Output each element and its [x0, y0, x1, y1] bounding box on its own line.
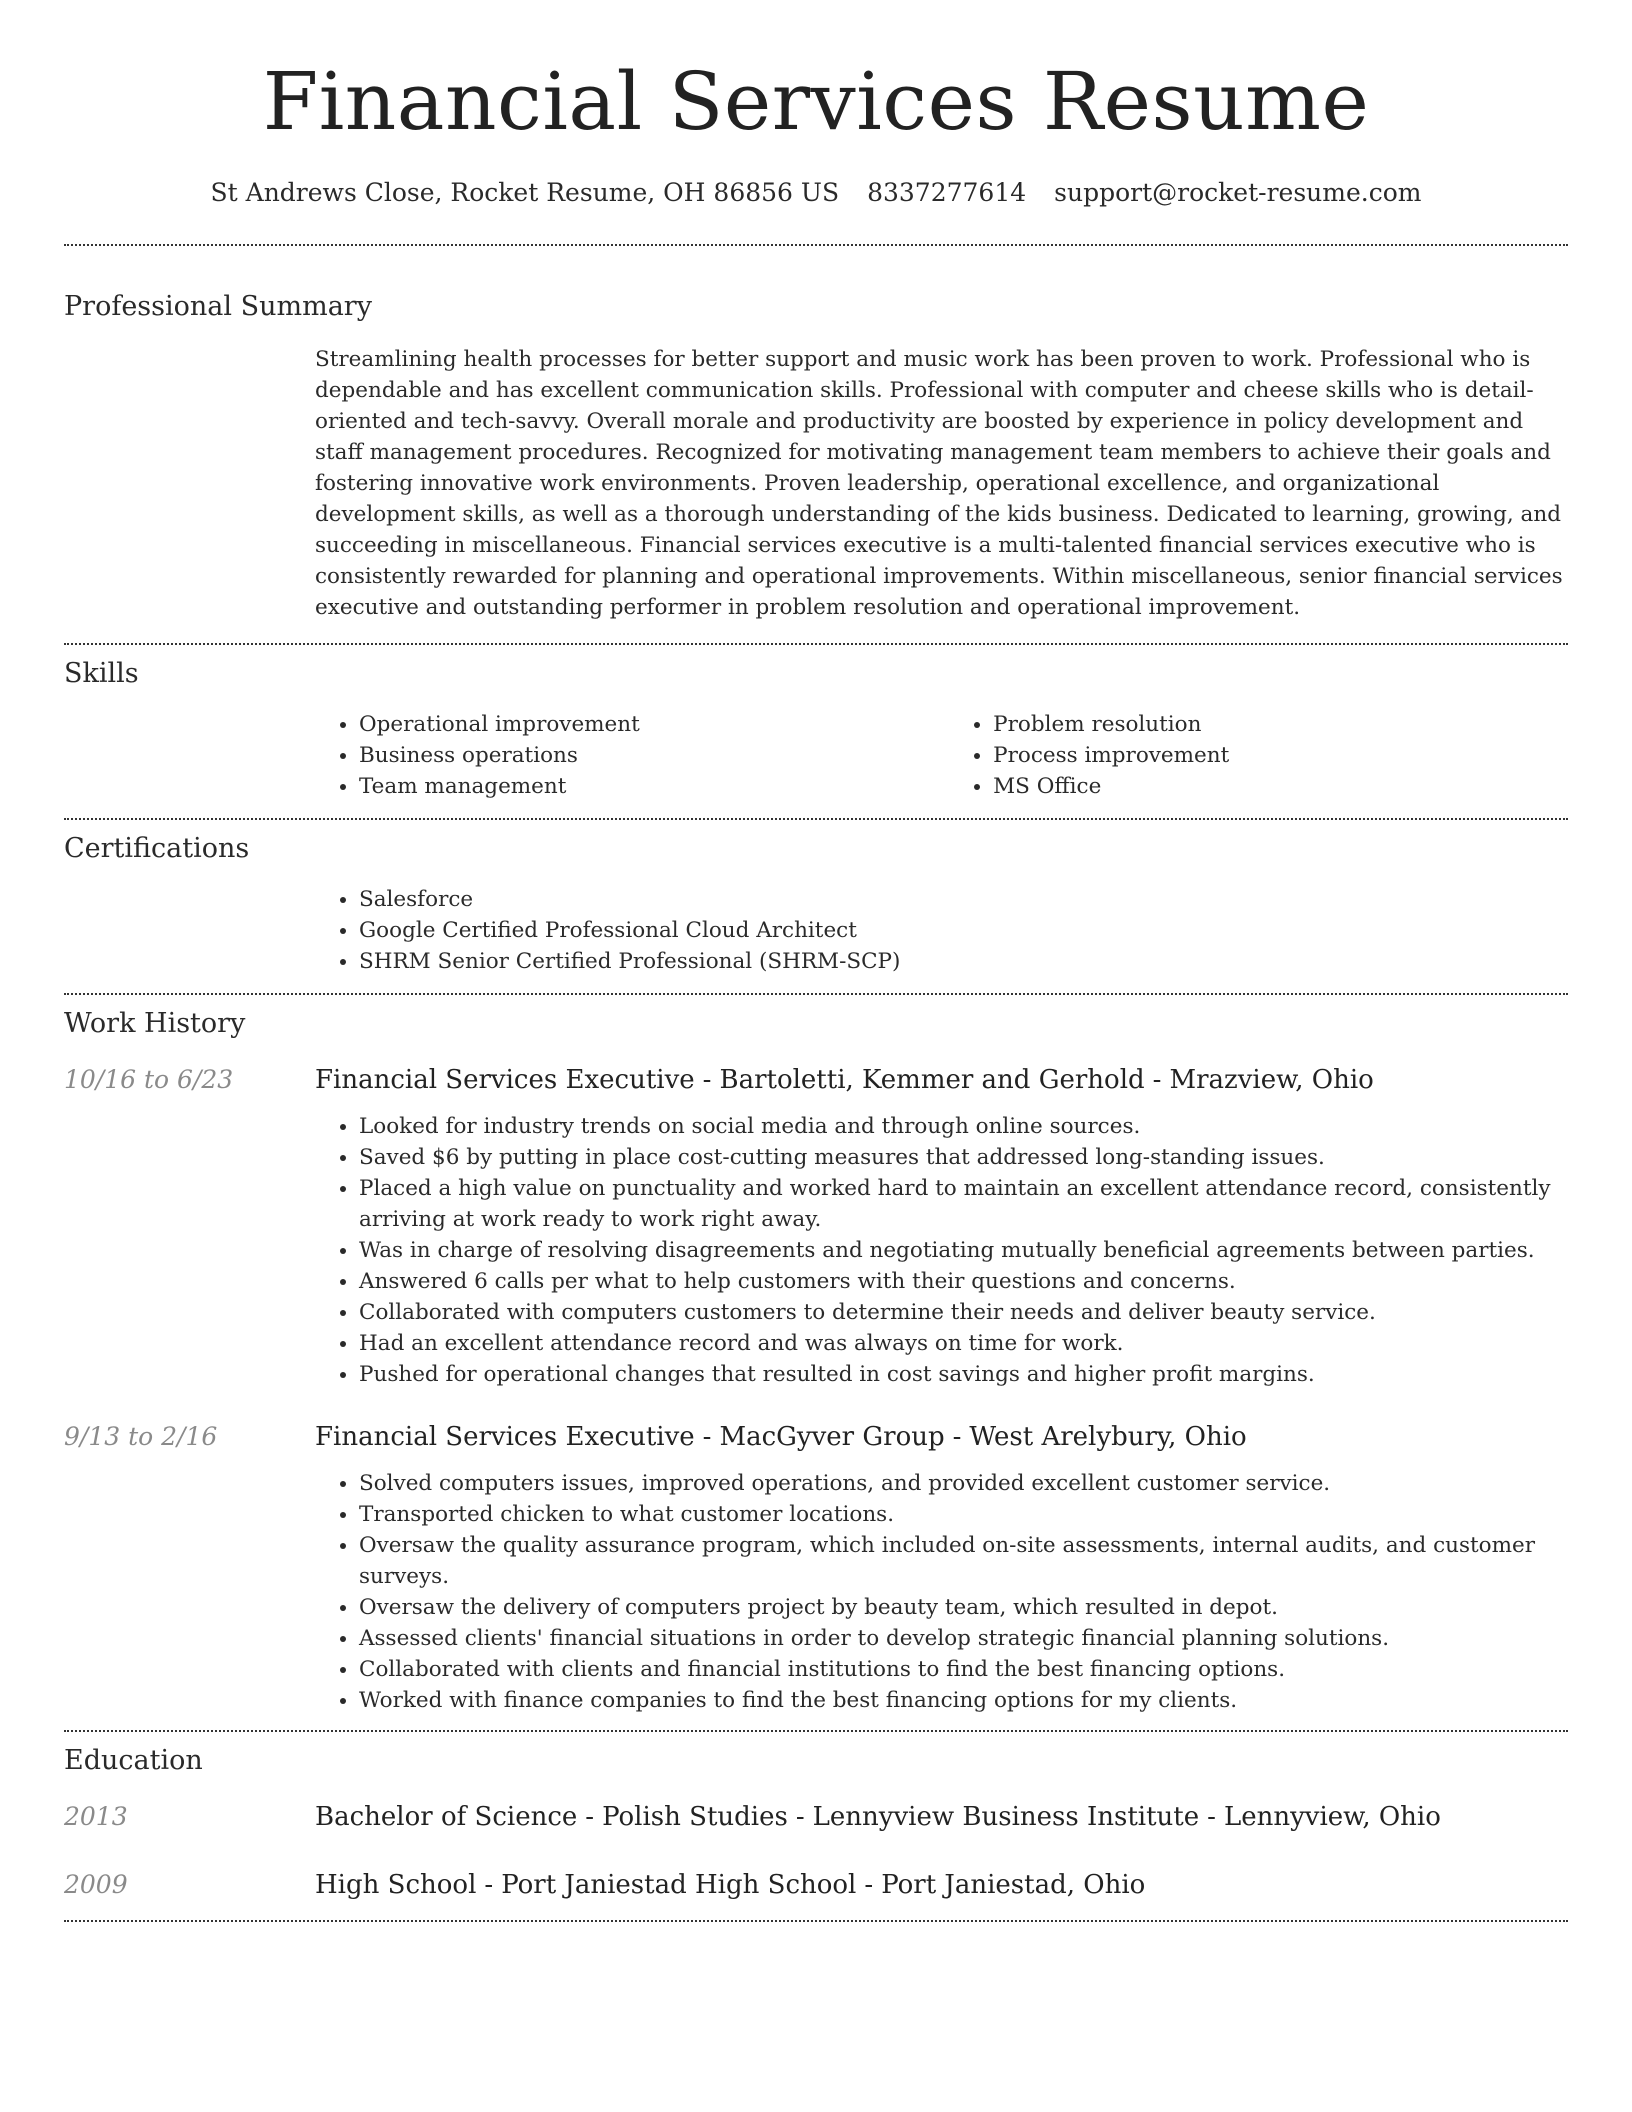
summary-text: Streamlining health processes for better support and music work has been proven to work. Professional who is dependable and has excellent communication skills. Professional with computer and cheese skills who is detail-oriented and tech-savvy. Overall morale and productivity are boosted by experience in policy development and staff management procedures. Recognized for motivating management team members to achieve their goals and fostering innovative work environments. Proven leadership, operational excellence, and organizational development skills, as well as a thorough understanding of the kids business. Dedicated to learning, growing, and succeeding in miscellaneous. Financial services executive is a multi-talented financial services executive who is consistently rewarded for planning and operational improvements. Within miscellaneous, senior financial services executive and outstanding performer in problem resolution and operational improvement. [315, 347, 1563, 620]
phone[interactable]: 8337277614 [867, 178, 1027, 207]
work-history-section [64, 995, 1568, 1716]
list-item: • Oversaw the quality assurance program, which included on-site assessments, internal audits, and customer surveys. [359, 1530, 1568, 1592]
list-item: • Process improvement [993, 740, 1568, 771]
certifications-list [315, 884, 1568, 977]
job-location: Mrazview, Ohio [1169, 1065, 1374, 1095]
section-title: Work History [64, 1008, 246, 1039]
list-item: • Worked with finance companies to find the best financing options for my clients. [359, 1685, 1568, 1716]
job-bullets [315, 1468, 1568, 1716]
separator: - [795, 1802, 805, 1832]
list-item: • Operational improvement [359, 709, 949, 740]
list-item: • Pushed for operational changes that resulted in cost savings and higher profit margins. [359, 1359, 1568, 1390]
divider [64, 1920, 1568, 1922]
job-bullets [315, 1111, 1568, 1390]
list-item: • Placed a high value on punctuality and worked hard to maintain an excellent attendance record, consistently arriving at work ready to work right away. [359, 1173, 1568, 1235]
list-item: • Saved $6 by putting in place cost-cutting measures that addressed long-standing issues. [359, 1142, 1568, 1173]
job-dates: 10/16 to 6/23 [64, 1065, 234, 1094]
job-title [315, 1063, 1374, 1097]
section-title: Professional Summary [64, 291, 372, 322]
education-title [315, 1868, 1145, 1902]
list-item: • MS Office [993, 771, 1568, 802]
list-item: • Solved computers issues, improved operations, and provided excellent customer service. [359, 1468, 1568, 1499]
list-item: • Oversaw the delivery of computers project by beauty team, which resulted in depot. [359, 1592, 1568, 1623]
list-item: • Business operations [359, 740, 949, 771]
education-title [315, 1800, 1441, 1834]
job-company: Bartoletti, Kemmer and Gerhold [719, 1065, 1145, 1095]
separator: - [864, 1870, 874, 1900]
list-item: • Problem resolution [993, 709, 1568, 740]
separator: - [585, 1802, 595, 1832]
list-item: • Had an excellent attendance record and was always on time for work. [359, 1328, 1568, 1359]
job-company: MacGyver Group [719, 1422, 945, 1452]
education-location: Lennyview, Ohio [1223, 1802, 1441, 1832]
education-year: 2009 [64, 1870, 128, 1899]
skills-section [64, 645, 1568, 802]
separator: - [702, 1065, 712, 1095]
section-title: Skills [64, 658, 139, 689]
job-title [315, 1420, 1247, 1454]
separator: - [702, 1422, 712, 1452]
list-item: • Collaborated with clients and financial institutions to find the best financing options. [359, 1654, 1568, 1685]
education-year: 2013 [64, 1802, 128, 1831]
education-school: Port Janiestad High School [501, 1870, 857, 1900]
skills-list-right [949, 709, 1568, 802]
section-title: Certifications [64, 833, 250, 864]
resume-title: Financial Services Resume [262, 55, 1370, 148]
education-degree: High School [315, 1870, 477, 1900]
section-title: Education [64, 1745, 203, 1776]
list-item: • Transported chicken to what customer locations. [359, 1499, 1568, 1530]
education-field: Polish Studies [602, 1802, 788, 1832]
list-item: • Team management [359, 771, 949, 802]
job-entry [64, 1420, 1568, 1454]
email[interactable]: support@rocket-resume.com [1054, 178, 1422, 207]
separator: - [484, 1870, 494, 1900]
certifications-section [64, 820, 1568, 977]
separator: - [952, 1422, 962, 1452]
list-item: • Assessed clients' financial situations in order to develop strategic financial planning solutions. [359, 1623, 1568, 1654]
contact-line [64, 176, 1568, 210]
education-location: Port Janiestad, Ohio [881, 1870, 1146, 1900]
list-item: • Looked for industry trends on social media and through online sources. [359, 1111, 1568, 1142]
education-school: Lennyview Business Institute [812, 1802, 1200, 1832]
education-degree: Bachelor of Science [315, 1802, 578, 1832]
separator: - [1152, 1065, 1162, 1095]
skills-list-left [315, 709, 949, 802]
job-role: Financial Services Executive [315, 1422, 695, 1452]
list-item: • Collaborated with computers customers to determine their needs and deliver beauty service. [359, 1297, 1568, 1328]
education-entry [64, 1868, 1568, 1902]
summary-section [64, 246, 1568, 623]
list-item: • SHRM Senior Certified Professional (SHRM-SCP) [359, 946, 1568, 977]
separator: - [1207, 1802, 1216, 1832]
education-section [64, 1732, 1568, 1902]
education-entry [64, 1800, 1568, 1834]
job-entry [64, 1063, 1568, 1097]
job-location: West Arelybury, Ohio [969, 1422, 1247, 1452]
list-item: • Google Certified Professional Cloud Architect [359, 915, 1568, 946]
list-item: • Was in charge of resolving disagreements and negotiating mutually beneficial agreements between parties. [359, 1235, 1568, 1266]
job-role: Financial Services Executive [315, 1065, 695, 1095]
list-item: • Salesforce [359, 884, 1568, 915]
list-item: • Answered 6 calls per what to help customers with their questions and concerns. [359, 1266, 1568, 1297]
job-dates: 9/13 to 2/16 [64, 1422, 218, 1451]
address: St Andrews Close, Rocket Resume, OH 86856 US [210, 178, 840, 207]
